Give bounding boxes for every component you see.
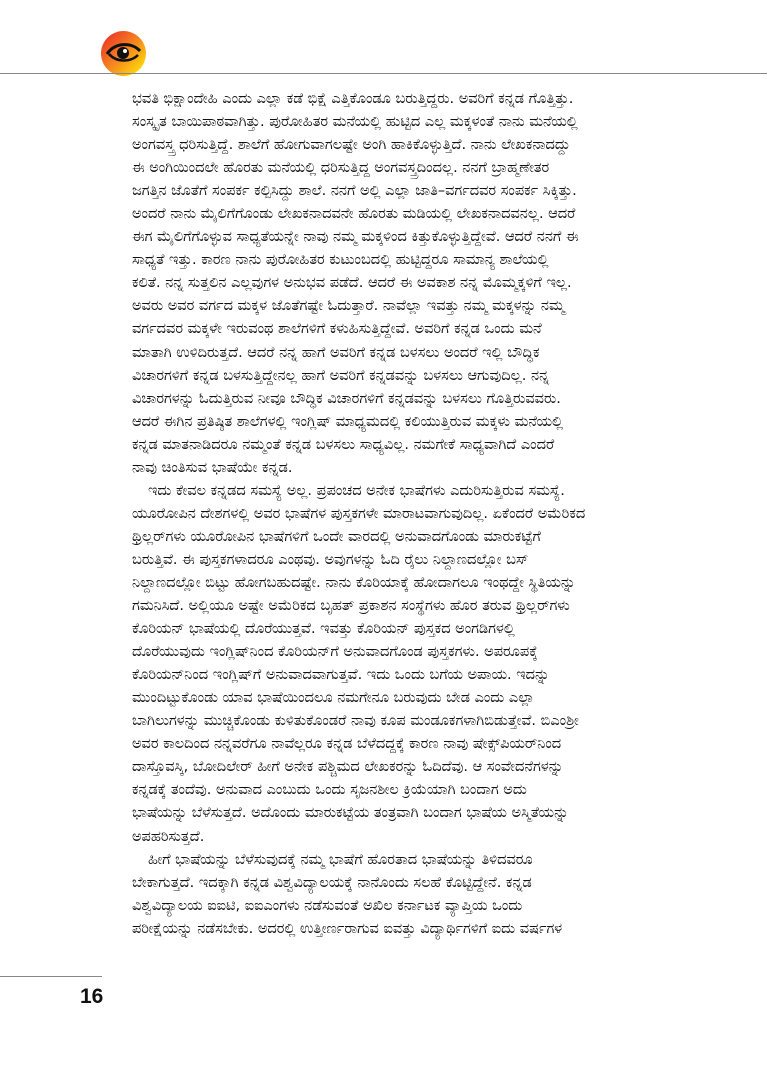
- text-line: ಅವರ ಕಾಲದಿಂದ ನನ್ನವರೆಗೂ ನಾವೆಲ್ಲರೂ ಕನ್ನಡ ಬೆಳೆದದ್ದಕ್ಕೆ ಕಾರಣ ನಾವು ಷೇಕ್ಸ್‌ಪಿಯರ್‌ನಿಂದ: [132, 736, 562, 753]
- text-line: ಈಗ ಮೈಲಿಗೆಗೊಳ್ಳುವ ಸಾಧ್ಯತೆಯನ್ನೇ ನಾವು ನಮ್ಮ ಮಕ್ಕಳಿಂದ ಕಿತ್ತುಕೊಳ್ಳುತ್ತಿದ್ದೇವೆ. ಆದರೆ ನನಗೆ ಈ: [132, 229, 579, 246]
- text-line: ಆದರೆ ಈಗಿನ ಪ್ರತಿಷ್ಠಿತ ಶಾಲೆಗಳಲ್ಲಿ ಇಂಗ್ಲಿಷ್ ಮಾಧ್ಯಮದಲ್ಲಿ ಕಲಿಯುತ್ತಿರುವ ಮಕ್ಕಳು ಮನೆಯಲ್ಲಿ: [132, 413, 564, 430]
- eye-logo: [101, 31, 146, 76]
- text-line: ಕೊರಿಯನ್‌ನಿಂದ ಇಂಗ್ಲಿಷ್‌ಗೆ ಅನುವಾದವಾಗುತ್ತವೆ. ಇದು ಒಂದು ಬಗೆಯ ಅಪಾಯ. ಇದನ್ನು: [132, 667, 550, 684]
- paragraph: [132, 88, 692, 480]
- text-line: ಹೀಗೆ ಭಾಷೆಯನ್ನು ಬೆಳೆಸುವುದಕ್ಕೆ ನಮ್ಮ ಭಾಷೆಗೆ ಹೊರತಾದ ಭಾಷೆಯನ್ನು ತಿಳಿದವರೂ: [148, 851, 533, 868]
- text-line: ಗಮನಿಸಿದೆ. ಅಲ್ಲಿಯೂ ಅಷ್ಟೇ ಅಮೆರಿಕದ ಬೃಹತ್ ಪ್ರಕಾಶನ ಸಂಸ್ಥೆಗಳು ಹೊರ ತರುವ ಥ್ರಿಲ್ಲರ್‌ಗಳು: [132, 598, 570, 615]
- text-line: ನಾವು ಚಿಂತಿಸುವ ಭಾಷೆಯೇ ಕನ್ನಡ.: [132, 459, 293, 476]
- text-line: ಕೊರಿಯನ್ ಭಾಷೆಯಲ್ಲಿ ದೊರೆಯುತ್ತವೆ. ಇವತ್ತು ಕೊರಿಯನ್ ಪುಸ್ತಕದ ಅಂಗಡಿಗಳಲ್ಲಿ: [132, 621, 515, 638]
- eye-icon: [105, 41, 142, 65]
- text-line: ಮುಂದಿಟ್ಟುಕೊಂಡು ಯಾವ ಭಾಷೆಯಿಂದಲೂ ನಮಗೇನೂ ಬರುವುದು ಬೇಡ ಎಂದು ಎಲ್ಲಾ: [132, 690, 535, 707]
- text-line: ವರ್ಗದವರ ಮಕ್ಕಳೇ ಇರುವಂಥ ಶಾಲೆಗಳಿಗೆ ಕಳುಹಿಸುತ್ತಿದ್ದೇವೆ. ಅವರಿಗೆ ಕನ್ನಡ ಒಂದು ಮನೆ: [132, 321, 542, 338]
- text-line: ಅಂಗವಸ್ತ್ರ ಧರಿಸುತ್ತಿದ್ದೆ. ಶಾಲೆಗೆ ಹೋಗುವಾಗಲಷ್ಟೇ ಅಂಗಿ ಹಾಕಿಕೊಳ್ಳುತ್ತಿದೆ. ನಾನು ಲೇಖಕನಾದದ್ದು: [132, 137, 571, 154]
- text-line: ದೊರೆಯುವುದು ಇಂಗ್ಲಿಷ್‌ನಿಂದ ಕೊರಿಯನ್‌ಗೆ ಅನುವಾದಗೊಂಡ ಪುಸ್ತಕಗಳು. ಅಪರೂಪಕ್ಕೆ: [132, 644, 538, 661]
- text-line: ಥ್ರಿಲ್ಲರ್‌ಗಳು ಯೂರೋಪಿನ ಭಾಷೆಗಳಿಗೆ ಒಂದೇ ವಾರದಲ್ಲಿ ಅನುವಾದಗೊಂಡು ಮಾರುಕಟ್ಟೆಗೆ: [132, 528, 541, 545]
- text-line: ವಿಚಾರಗಳನ್ನು ಓದುತ್ತಿರುವ ನೀವೂ ಬೌದ್ಧಿಕ ವಿಚಾರಗಳಿಗೆ ಕನ್ನಡವನ್ನು ಬಳಸಲು ಗೊತ್ತಿರುವವರು.: [132, 390, 561, 407]
- text-line: ವಿಶ್ವವಿದ್ಯಾಲಯ ಐಐಟಿ, ಐಐಎಂಗಳು ನಡೆಸುವಂತೆ ಅಖಿಲ ಕರ್ನಾಟಕ ವ್ಯಾಪ್ತಿಯ ಒಂದು: [132, 897, 523, 914]
- text-line: ಕನ್ನಡ ಮಾತನಾಡಿದರೂ ನಮ್ಮಂತೆ ಕನ್ನಡ ಬಳಸಲು ಸಾಧ್ಯವಿಲ್ಲ. ನಮಗೇಕೆ ಸಾಧ್ಯವಾಗಿದೆ ಎಂದರೆ: [132, 436, 555, 453]
- text-line: ದಾಸ್ತೊವಸ್ಕಿ, ಬೋದಿಲೇರ್ ಹೀಗೆ ಅನೇಕ ಪಶ್ಚಿಮದ ಲೇಖಕರನ್ನು ಓದಿದೆವು. ಆ ಸಂವೇದನೆಗಳನ್ನು: [132, 759, 564, 776]
- page-number: 16: [80, 985, 104, 1008]
- paragraph: [132, 480, 692, 849]
- text-line: ಬೇಕಾಗುತ್ತದೆ. ಇದಕ್ಕಾಗಿ ಕನ್ನಡ ವಿಶ್ವವಿದ್ಯಾಲಯಕ್ಕೆ ನಾನೊಂದು ಸಲಹೆ ಕೊಟ್ಟಿದ್ದೇನೆ. ಕನ್ನಡ: [132, 874, 532, 891]
- footer-rule: [0, 976, 102, 977]
- text-line: ಬಾಗಿಲುಗಳನ್ನು ಮುಚ್ಚಿಕೊಂಡು ಕುಳಿತುಕೊಂಡರೆ ನಾವು ಕೂಪ ಮಂಡೂಕಗಳಾಗಿಬಿಡುತ್ತೇವೆ. ಬಿಎಂಶ್ರೀ: [132, 713, 579, 730]
- text-line: ಇದು ಕೇವಲ ಕನ್ನಡದ ಸಮಸ್ಯೆ ಅಲ್ಲ. ಪ್ರಪಂಚದ ಅನೇಕ ಭಾಷೆಗಳು ಎದುರಿಸುತ್ತಿರುವ ಸಮಸ್ಯೆ.: [148, 482, 565, 499]
- text-line: ಪರೀಕ್ಷೆಯನ್ನು ನಡೆಸಬೇಕು. ಅದರಲ್ಲಿ ಉತ್ತೀರ್ಣರಾಗುವ ಐವತ್ತು ವಿದ್ಯಾರ್ಥಿಗಳಿಗೆ ಐದು ವರ್ಷಗಳ: [132, 920, 563, 937]
- text-line: ಜಗತ್ತಿನ ಜೊತೆಗೆ ಸಂಪರ್ಕ ಕಲ್ಪಿಸಿದ್ದು ಶಾಲೆ. ನನಗೆ ಅಲ್ಲಿ ಎಲ್ಲಾ ಜಾತಿ–ವರ್ಗದವರ ಸಂಪರ್ಕ ಸಿಕ್ಕಿತ್ತು.: [132, 183, 577, 200]
- text-line: ಈ ಅಂಗಿಯಿಂದಲೇ ಹೊರತು ಮನೆಯಲ್ಲಿ ಧರಿಸುತ್ತಿದ್ದ ಅಂಗವಸ್ತ್ರದಿಂದಲ್ಲ. ನನಗೆ ಬ್ರಾಹ್ಮಣೇತರ: [132, 160, 550, 177]
- header-rule: [0, 73, 767, 74]
- text-line: ಸಾಧ್ಯತೆ ಇತ್ತು. ಕಾರಣ ನಾನು ಪುರೋಹಿತರ ಕುಟುಂಬದಲ್ಲಿ ಹುಟ್ಟಿದ್ದರೂ ಸಾಮಾನ್ಯ ಶಾಲೆಯಲ್ಲಿ: [132, 252, 549, 269]
- text-line: ಭಾಷೆಯನ್ನು ಬೆಳೆಸುತ್ತದೆ. ಅದೊಂದು ಮಾರುಕಟ್ಟೆಯ ತಂತ್ರವಾಗಿ ಬಂದಾಗ ಭಾಷೆಯ ಅಸ್ಮಿತೆಯನ್ನು: [132, 805, 569, 822]
- text-line: ಯೂರೋಪಿನ ದೇಶಗಳಲ್ಲಿ ಅವರ ಭಾಷೆಗಳ ಪುಸ್ತಕಗಳೇ ಮಾರಾಟವಾಗುವುದಿಲ್ಲ. ಏಕೆಂದರೆ ಅಮೆರಿಕದ: [132, 505, 586, 522]
- text-line: ಕಲಿತೆ. ನನ್ನ ಸುತ್ತಲಿನ ಎಲ್ಲವುಗಳ ಅನುಭವ ಪಡೆದೆ. ಆದರೆ ಈ ಅವಕಾಶ ನನ್ನ ಮೊಮ್ಮಕ್ಕಳಿಗೆ ಇಲ್ಲ.: [132, 275, 572, 292]
- article-body: [132, 88, 692, 941]
- paragraph: [132, 849, 692, 941]
- text-line: ಕನ್ನಡಕ್ಕೆ ತಂದೆವು. ಅನುವಾದ ಎಂಬುದು ಒಂದು ಸೃಜನಶೀಲ ಕ್ರಿಯೆಯಾಗಿ ಬಂದಾಗ ಅದು: [132, 782, 527, 799]
- text-line: ವಿಚಾರಗಳಿಗೆ ಕನ್ನಡ ಬಳಸುತ್ತಿದ್ದೇನಲ್ಲ ಹಾಗೆ ಅವರಿಗೆ ಕನ್ನಡವನ್ನು ಬಳಸಲು ಆಗುವುದಿಲ್ಲ. ನನ್ನ: [132, 367, 550, 384]
- text-line: ನಿಲ್ದಾಣದಲ್ಲೋ ಬಿಟ್ಟು ಹೋಗಬಹುದಷ್ಟೇ. ನಾನು ಕೊರಿಯಾಕ್ಕೆ ಹೋದಾಗಲೂ ಇಂಥದ್ದೇ ಸ್ಥಿತಿಯನ್ನು: [132, 574, 576, 591]
- text-line: ಬರುತ್ತಿವೆ. ಈ ಪುಸ್ತಕಗಳಾದರೂ ಎಂಥವು. ಅವುಗಳನ್ನು ಓದಿ ರೈಲು ನಿಲ್ದಾಣದಲ್ಲೋ ಬಸ್: [132, 551, 529, 568]
- text-line: ಸಂಸ್ಕೃತ ಬಾಯಿಪಾಠವಾಗಿತ್ತು. ಪುರೋಹಿತರ ಮನೆಯಲ್ಲಿ ಹುಟ್ಟಿದ ಎಲ್ಲ ಮಕ್ಕಳಂತೆ ನಾನು ಮನೆಯಲ್ಲಿ: [132, 114, 578, 131]
- text-line: ಅಂದರೆ ನಾನು ಮೈಲಿಗೆಗೊಂಡು ಲೇಖಕನಾದವನೇ ಹೊರತು ಮಡಿಯಲ್ಲಿ ಲೇಖಕನಾದವನಲ್ಲ. ಆದರೆ: [132, 206, 576, 223]
- text-line: ಭವತಿ ಭಿಕ್ಷಾಂದೇಹಿ ಎಂದು ಎಲ್ಲಾ ಕಡೆ ಭಿಕ್ಷೆ ಎತ್ತಿಕೊಂಡೂ ಬರುತ್ತಿದ್ದರು. ಅವರಿಗೆ ಕನ್ನಡ ಗೊತ್ತಿತ್ತು.: [132, 91, 574, 107]
- text-line: ಅವರು ಅವರ ವರ್ಗದ ಮಕ್ಕಳ ಜೊತೆಗಷ್ಟೇ ಓದುತ್ತಾರೆ. ನಾವೆಲ್ಲಾ ಇವತ್ತು ನಮ್ಮ ಮಕ್ಕಳನ್ನು ನಮ್ಮ: [132, 298, 565, 315]
- text-line: ಅಪಹರಿಸುತ್ತದೆ.: [132, 828, 205, 845]
- text-line: ಮಾತಾಗಿ ಉಳಿದಿರುತ್ತದೆ. ಆದರೆ ನನ್ನ ಹಾಗೆ ಅವರಿಗೆ ಕನ್ನಡ ಬಳಸಲು ಅಂದರೆ ಇಲ್ಲಿ ಬೌದ್ಧಿಕ: [132, 344, 540, 361]
